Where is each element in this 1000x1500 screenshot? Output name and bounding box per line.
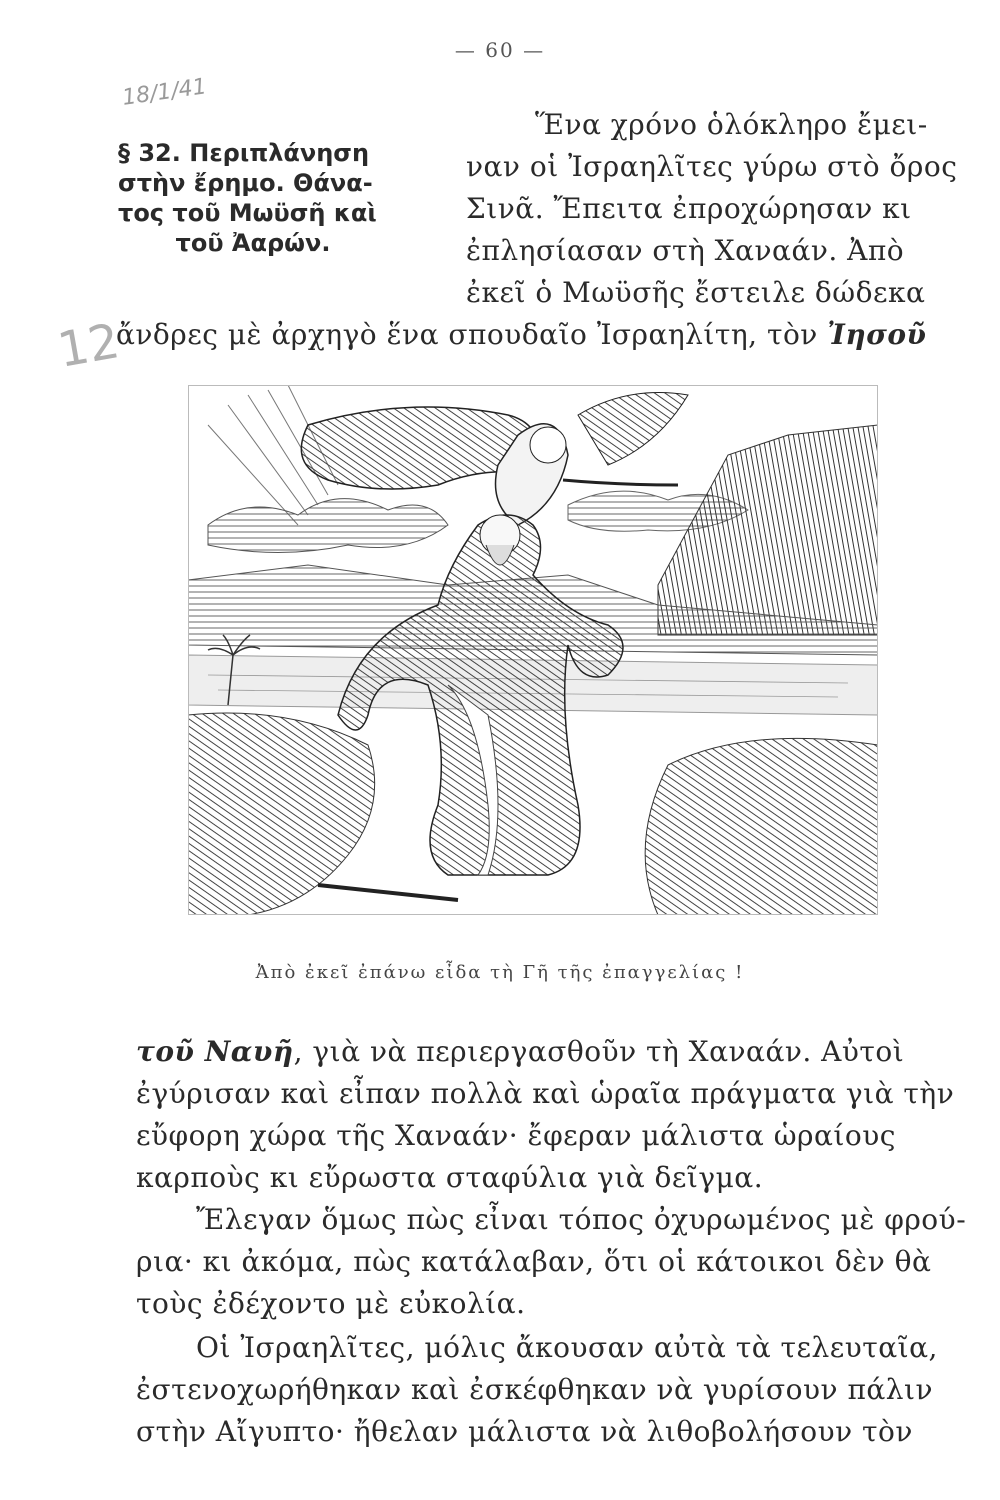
section-heading-line: τος τοῦ Μωϋσῆ καὶ (118, 199, 377, 227)
text-line: τοὺς ἐδέχοντο μὲ εὐκολία. (136, 1287, 526, 1320)
text-line: στὴν Αἴγυπτο· ἤθελαν μάλιστα νὰ λιθοβολήσουν τὸν (136, 1415, 913, 1448)
text-line: Ἕνα χρόνο ὁλόκληρο ἔμει- (535, 108, 928, 141)
text-line: Σινᾶ. Ἔπειτα ἐπροχώρησαν κι (466, 192, 912, 225)
text-line: ἐπλησίασαν στὴ Χαναάν. Ἀπὸ (466, 234, 905, 267)
text-line: ἐγύρισαν καὶ εἶπαν πολλὰ καὶ ὡραῖα πράγματα γιὰ τὴν (136, 1077, 955, 1110)
text-line: εὔφορη χώρα τῆς Χαναάν· ἔφεραν μάλιστα ὡραίους (136, 1119, 896, 1152)
text-line: ἐστενοχωρήθηκαν καὶ ἐσκέφθηκαν νὰ γυρίσουν πάλιν (136, 1373, 934, 1406)
text-line: ρια· κι ἀκόμα, πὼς κατάλαβαν, ὅτι οἱ κάτοικοι δὲν θὰ (136, 1245, 932, 1278)
text-line: καρποὺς κι εὔρωστα σταφύλια γιὰ δεῖγμα. (136, 1161, 764, 1194)
section-heading-line: στὴν ἔρημο. Θάνα- (118, 169, 373, 197)
bold-name: τοῦ Ναυῆ (136, 1035, 294, 1068)
text-line (116, 318, 926, 351)
text-run: ἄνδρες μὲ ἀρχηγὸ ἕνα σπουδαῖο Ἰσραηλίτη, τὸν (116, 318, 828, 351)
page-number: — 60 — (454, 38, 546, 62)
text-line: ἐκεῖ ὁ Μωϋσῆς ἔστειλε δώδεκα (466, 276, 926, 309)
text-line: Ἔλεγαν ὅμως πὼς εἶναι τόπος ὀχυρωμένος μὲ φρού- (196, 1203, 967, 1236)
illustration-caption: Ἀπὸ ἐκεῖ ἐπάνω εἶδα τὴ Γῆ τῆς ἐπαγγελίας ! (255, 962, 745, 983)
section-heading (118, 138, 448, 258)
section-heading-line: τοῦ Ἀαρών. (175, 229, 331, 257)
pencil-number-annotation: 12 (53, 313, 124, 379)
bold-name: Ἰησοῦ (827, 318, 927, 351)
text-line (136, 1035, 904, 1068)
text-run: , γιὰ νὰ περιεργασθοῦν τὴ Χαναάν. Αὐτοὶ (293, 1035, 905, 1068)
section-heading-line: § 32. Περιπλάνηση (118, 139, 370, 167)
text-line: ναν οἱ Ἰσραηλῖτες γύρω στὸ ὄρος (466, 150, 958, 183)
text-line: Οἱ Ἰσραηλῖτες, μόλις ἄκουσαν αὐτὰ τὰ τελευταῖα, (196, 1331, 938, 1364)
pencil-date-annotation: 18/1/41 (120, 74, 209, 111)
angel-and-moses-engraving-icon (188, 385, 878, 915)
